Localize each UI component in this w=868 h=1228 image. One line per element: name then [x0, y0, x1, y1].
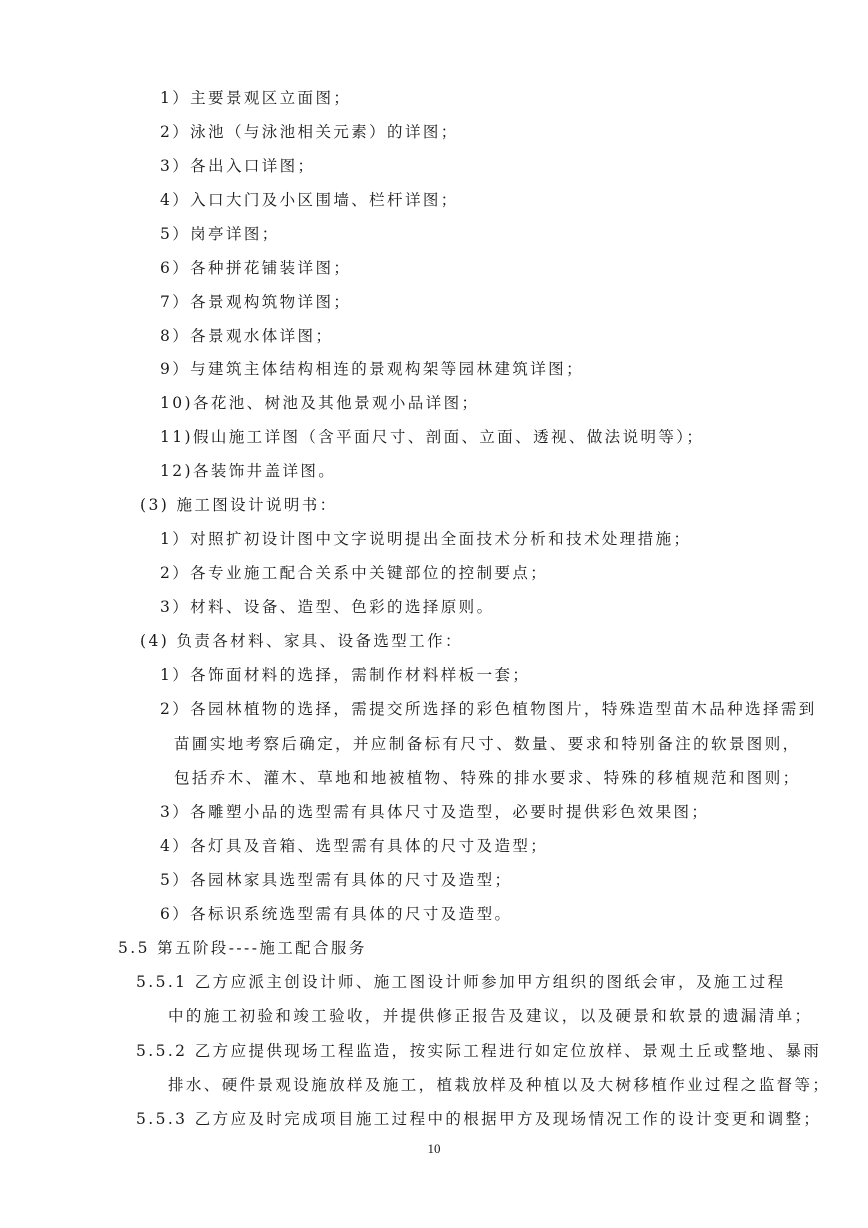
text-line: 3）材料、设备、造型、色彩的选择原则。: [160, 598, 495, 616]
text-line: 包括乔木、灌木、草地和地被植物、特殊的排水要求、特殊的移植规范和图则；: [174, 769, 801, 787]
page-number: 10: [427, 1141, 441, 1156]
text-line: 12)各装饰井盖详图。: [160, 462, 337, 480]
text-line: 5.5.2 乙方应提供现场工程监造，按实际工程进行如定位放样、景观土丘或整地、暴雨: [136, 1042, 822, 1060]
section-heading: 5.5 第五阶段----施工配合服务: [118, 939, 367, 957]
text-line: 2）泳池（与泳池相关元素）的详图；: [160, 123, 459, 141]
text-line: 3）各雕塑小品的选型需有具体尺寸及造型，必要时提供彩色效果图；: [160, 803, 710, 821]
text-line: 4）入口大门及小区围墙、栏杆详图；: [160, 191, 459, 209]
text-line: 1）对照扩初设计图中文字说明提出全面技术分析和技术处理措施；: [160, 530, 692, 548]
text-line: 排水、硬件景观设施放样及施工，植栽放样及种植以及大树移植作业过程之监督等；: [168, 1076, 831, 1094]
text-line: 4）各灯具及音箱、选型需有具体的尺寸及造型；: [160, 837, 549, 855]
text-line: 11)假山施工详图（含平面尺寸、剖面、立面、透视、做法说明等）；: [160, 428, 705, 446]
text-line: 9）与建筑主体结构相连的景观构架等园林建筑详图；: [160, 360, 584, 378]
text-line: 1）主要景观区立面图；: [160, 89, 352, 107]
text-line: 中的施工初验和竣工验收，并提供修正报告及建议，以及硬景和软景的遗漏清单；: [168, 1007, 813, 1025]
section-heading: (4) 负责各材料、家具、设备选型工作：: [140, 632, 463, 650]
text-line: 5）岗亭详图；: [160, 225, 280, 243]
text-line: 10)各花池、树池及其他景观小品详图；: [160, 394, 480, 412]
text-line: 2）各园林植物的选择，需提交所选择的彩色植物图片，特殊造型苗木品种选择需到: [160, 700, 817, 718]
text-line: 7）各景观构筑物详图；: [160, 293, 352, 311]
text-line: 6）各标识系统选型需有具体的尺寸及造型。: [160, 905, 513, 923]
text-line: 3）各出入口详图；: [160, 157, 316, 175]
text-line: 苗圃实地考察后确定，并应制备标有尺寸、数量、要求和特别备注的软景图则，: [174, 735, 801, 753]
text-line: 2）各专业施工配合关系中关键部位的控制要点；: [160, 564, 549, 582]
text-line: 1）各饰面材料的选择，需制作材料样板一套；: [160, 666, 531, 684]
text-line: 6）各种拼花铺装详图；: [160, 259, 352, 277]
text-line: 8）各景观水体详图；: [160, 327, 334, 345]
text-line: 5.5.1 乙方应派主创设计师、施工图设计师参加甲方组织的图纸会审，及施工过程: [136, 973, 786, 991]
section-heading: (3) 施工图设计说明书：: [140, 496, 338, 514]
text-line: 5）各园林家具选型需有具体的尺寸及造型；: [160, 871, 513, 889]
text-line: 5.5.3 乙方应及时完成项目施工过程中的根据甲方及现场情况工作的设计变更和调整；: [136, 1110, 822, 1128]
